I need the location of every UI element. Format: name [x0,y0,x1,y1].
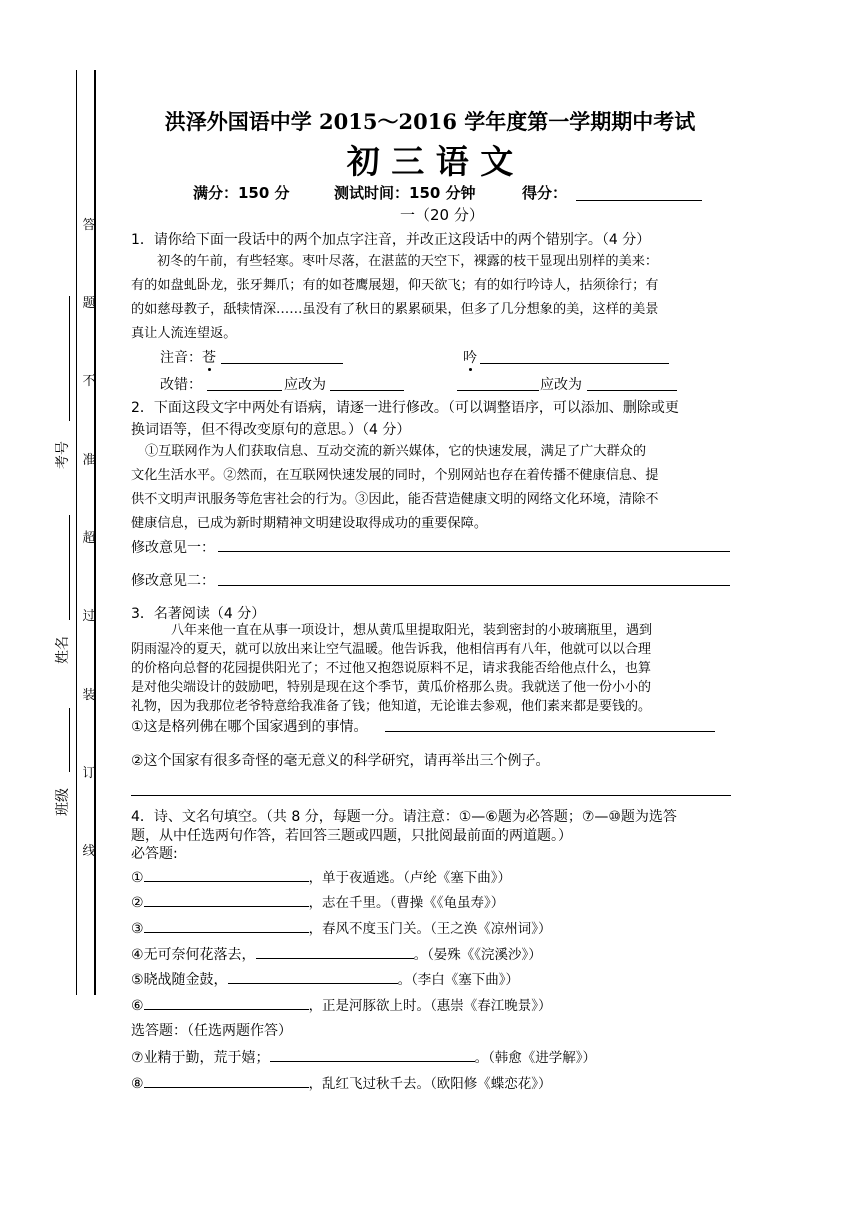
exam-title: 洪泽外国语中学 2015～2016 学年度第一学期期中考试 [164,109,696,134]
poem-item-8: ⑧ ，乱红飞过秋千去。（欧阳修《蝶恋花》） [131,1072,552,1092]
q1-line-1: 初冬的午前，有些轻寒。枣叶尽落，在湛蓝的天空下，裸露的枝干显现出别样的美来： [157,254,659,269]
q3-sub-2-blank[interactable] [131,795,731,796]
margin-char-3: 不 [82,374,96,389]
should-be-label-1: 应改为 [284,377,326,393]
poem-item-3: ③ ，春风不度玉门关。（王之涣《凉州词》） [131,917,552,937]
margin-char-7: 装 [82,688,96,703]
q3-line-2: 阴雨湿冷的夏天，就可以放出来让空气温暖。他告诉我，他相信再有八年，他就可以以合理 [131,642,652,657]
should-be-label-2: 应改为 [540,377,582,393]
poem-blank-6[interactable] [144,995,309,1010]
class-label: 班级 [55,788,71,816]
q3-line-1: 八年来他一直在从事一项设计，想从黄瓜里提取阳光，装到密封的小玻璃瓶里，遇到 [171,623,653,638]
test-time: 测试时间：150 分钟 [334,184,476,202]
q3-sub-1: ①这是格列佛在哪个国家遇到的事情。 [131,719,368,735]
margin-char-9: 线 [82,844,96,859]
q3-line-4: 是对他尖端设计的鼓励吧，特别是现在这个季节，黄瓜价格那么贵。我就送了他一份小小的 [131,680,652,695]
margin-char-5: 超 [82,531,96,546]
poem-item-1: ① ，单于夜遁逃。（卢纶《塞下曲》） [131,866,511,886]
score-blank[interactable] [576,200,702,201]
q3-sub-1-blank[interactable] [385,731,715,732]
correction-blank-1[interactable] [207,390,282,391]
class-blank[interactable] [69,708,70,772]
pinyin-label: 注音：苍 [160,350,216,366]
binding-line-thin [76,70,77,995]
q2-line-4: 健康信息，已成为新时期精神文明建设取得成功的重要保障。 [131,516,488,531]
pinyin-blank-2[interactable] [480,363,669,364]
name-label: 姓名 [55,636,71,664]
opinion-2-label: 修改意见二： [131,573,215,589]
poem-blank-2[interactable] [144,892,309,907]
q1-line-3: 的如慈母教子，舐犊情深……虽没有了秋日的累累硕果，但多了几分想象的美，这样的美景 [131,302,659,317]
margin-char-1: 答 [82,218,96,233]
pinyin-blank-1[interactable] [221,363,343,364]
q1-passage [131,250,731,346]
q1-prompt: 1．请你给下面一段话中的两个加点字注音，并改正这段话中的两个错别字。（4 分） [131,232,651,248]
q2-prompt-2: 换词语等，但不得改变原句的意思。）（4 分） [131,422,411,438]
subject-title: 初 三 语 文 [346,142,514,181]
poem-blank-4[interactable] [256,944,414,959]
full-score: 满分：150 分 [193,184,290,202]
q4-prompt-2: 题，从中任选两句作答，若回答三题或四题，只批阅最前面的两道题。） [131,828,572,844]
opinion-1-blank[interactable] [218,551,730,552]
poem-item-7: ⑦业精于勤，荒于嬉； 。（韩愈《进学解》） [131,1046,596,1067]
q2-line-3: 供不文明声讯服务等危害社会的行为。③因此，能否营造健康文明的网络文化环境，清除不 [131,492,659,507]
q3-sub-2: ②这个国家有很多奇怪的毫无意义的科学研究，请再举出三个例子。 [131,753,550,769]
q2-passage [131,440,731,536]
poem-blank-5[interactable] [228,969,398,984]
q2-line-2: 文化生活水平。②然而，在互联网快速发展的同时，个别网站也存在着传播不健康信息、提 [131,468,659,483]
opinion-1-label: 修改意见一： [131,540,215,556]
exam-number-blank[interactable] [69,296,70,421]
exam-number-label: 考号 [55,441,71,469]
correction-answer-2[interactable] [587,390,677,391]
poem-item-4: ④无可奈何花落去， 。（晏殊《《浣溪沙》） [131,943,542,964]
section-one-heading: 一（20 分） [400,206,484,224]
required-label: 必答题: [131,846,178,862]
poem-blank-3[interactable] [144,918,309,933]
q3-line-5: 礼物，因为我那位老爷特意给我准备了钱；他知道，无论谁去参观，他们素来都是要钱的。 [131,699,652,714]
margin-char-8: 订 [82,766,96,781]
q3-prompt: 3．名著阅读（4 分） [131,606,266,622]
score-label: 得分： [522,184,568,202]
q2-prompt-1: 2．下面这段文字中两处有语病，请逐一进行修改。（可以调整语序，可以添加、删除或更 [131,400,679,416]
poem-item-6: ⑥ ，正是河豚欲上时。（惠崇《春江晚景》） [131,994,552,1014]
q4-prompt-1: 4．诗、文名句填空。（共 8 分，每题一分。请注意：①—⑥题为必答题；⑦—⑩题为选答 [131,809,677,825]
correction-label: 改错： [160,377,202,393]
q1-line-2: 有的如盘虬卧龙，张牙舞爪；有的如苍鹰展翅，仰天欲飞；有的如行吟诗人，拈须徐行；有 [131,278,659,293]
optional-label: 选答题：（任选两题作答） [131,1023,292,1039]
q2-line-1: ①互联网作为人们获取信息、互动交流的新兴媒体，它的快速发展，满足了广大群众的 [145,444,647,459]
poem-blank-7[interactable] [270,1047,475,1062]
correction-answer-1[interactable] [330,390,404,391]
correction-blank-2[interactable] [457,390,539,391]
q3-passage [131,621,731,716]
opinion-2-blank[interactable] [218,585,730,586]
margin-char-2: 题 [82,296,96,311]
margin-char-6: 过 [82,609,96,624]
margin-char-4: 准 [82,453,96,468]
q3-line-3: 的价格向总督的花园提供阳光了；不过他又抱怨说原料不足，请求我能否给他点什么，也算 [131,661,652,676]
dotted-char-cang: 苍 [202,350,216,366]
dotted-char-yin: 吟 [463,350,477,366]
poem-item-5: ⑤晓战随金鼓， 。（李白《塞下曲》） [131,968,519,989]
poem-item-2: ② ，志在千里。（曹操《《龟虽寿》） [131,891,504,911]
poem-blank-8[interactable] [144,1073,309,1088]
name-blank[interactable] [69,515,70,620]
poem-blank-1[interactable] [144,867,309,882]
q1-line-4: 真让人流连望返。 [131,326,237,341]
